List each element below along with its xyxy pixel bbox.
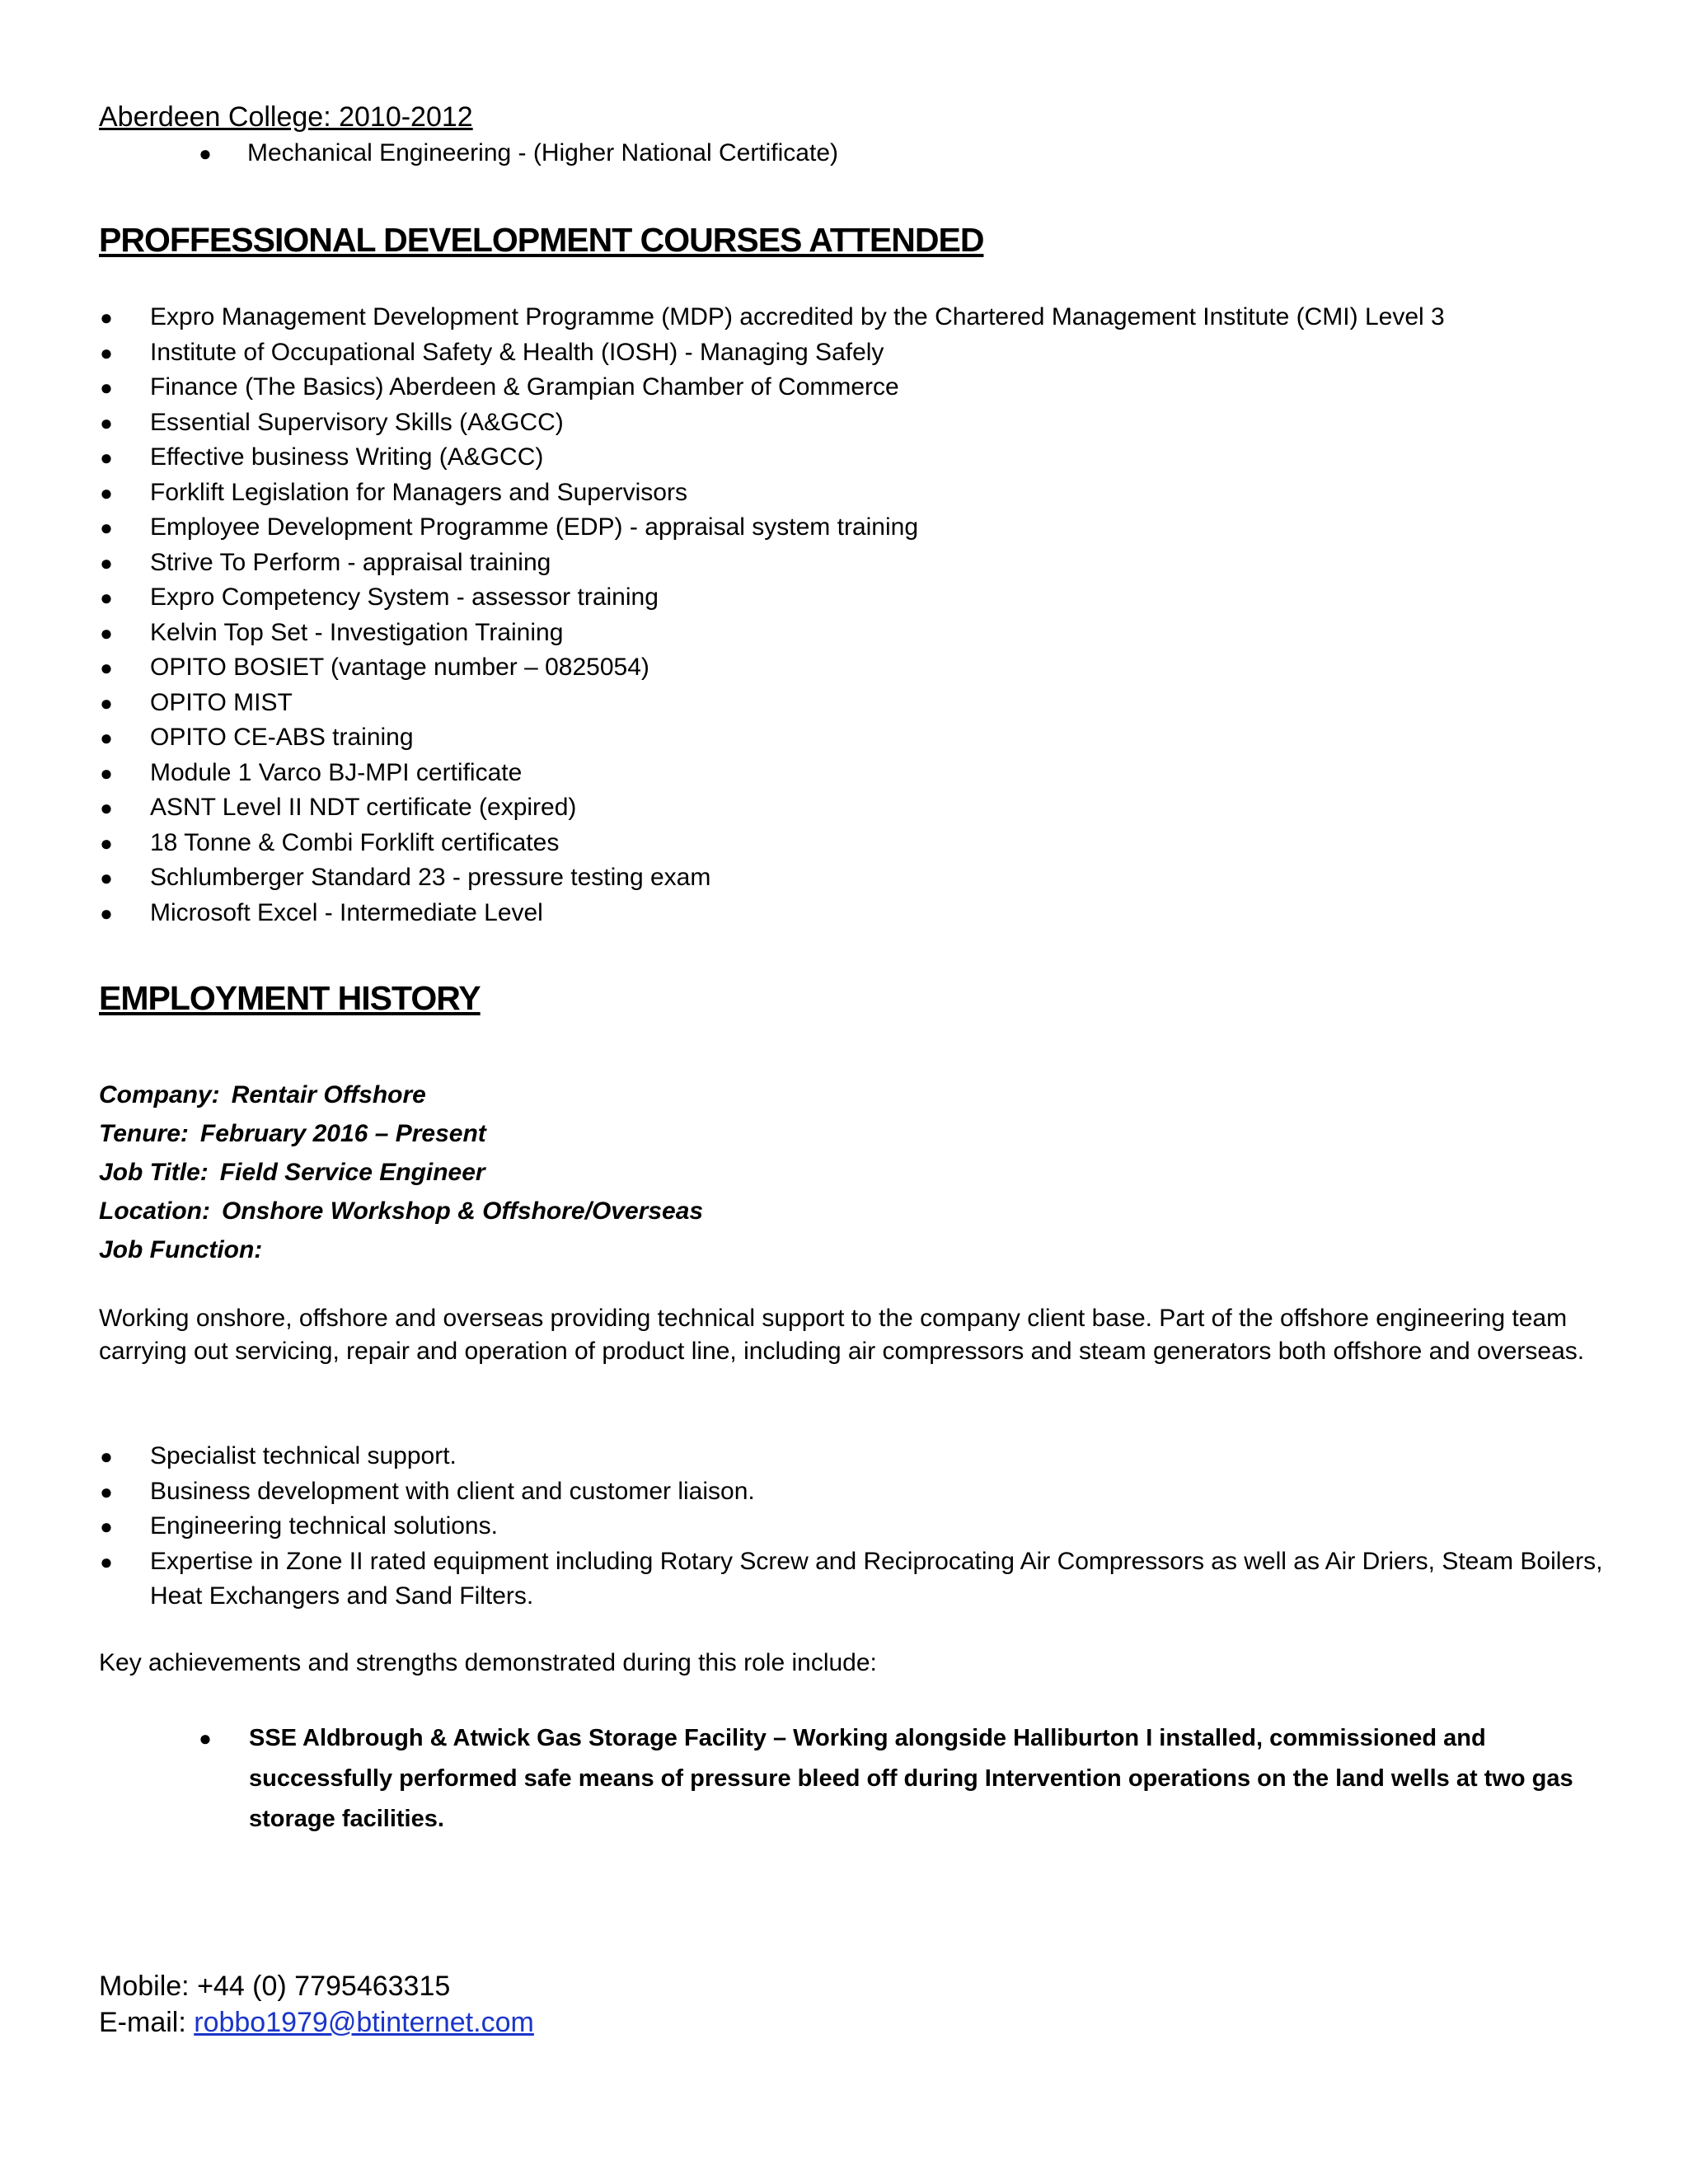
job-title-label: Job Title: [99, 1159, 209, 1186]
bullet-icon: ● [100, 515, 113, 540]
course-item: Effective business Writing (A&GCC) [150, 443, 544, 471]
list-item [99, 896, 1445, 931]
course-item: OPITO BOSIET (vantage number – 0825054) [150, 654, 649, 681]
course-item: Forklift Legislation for Managers and Supervisors [150, 478, 687, 506]
bullet-icon: ● [100, 305, 113, 330]
list-item [99, 616, 1445, 651]
employment-heading: EMPLOYMENT HISTORY [99, 979, 481, 1017]
course-item: ASNT Level II NDT certificate (expired) [150, 794, 577, 821]
bullet-icon: ● [100, 690, 113, 715]
list-item [99, 720, 1445, 756]
education-block [99, 99, 838, 171]
education-title: Aberdeen College: 2010-2012 [99, 101, 473, 133]
list-item [99, 300, 1445, 335]
list-item [99, 756, 1445, 791]
location-label: Location: [99, 1197, 210, 1225]
duty-item: Specialist technical support. [150, 1442, 457, 1469]
email-label: E-mail: [99, 2007, 186, 2038]
achievements-intro: Key achievements and strengths demonstrated during this role include: [99, 1649, 877, 1676]
list-item [99, 546, 1445, 581]
course-item: OPITO CE-ABS training [150, 724, 414, 751]
courses-heading: PROFFESSIONAL DEVELOPMENT COURSES ATTENDED [99, 221, 984, 259]
list-item [99, 1439, 1607, 1474]
mobile-label: Mobile: [99, 1971, 190, 2002]
job-title-line [99, 1153, 703, 1192]
bullet-icon: ● [100, 655, 113, 680]
course-item: OPITO MIST [150, 688, 293, 716]
course-item: Expro Competency System - assessor training [150, 583, 659, 611]
bullet-icon: ● [100, 795, 113, 820]
company-label: Company: [99, 1081, 220, 1108]
job-function-line [99, 1230, 703, 1269]
bullet-icon: ● [100, 340, 113, 365]
company-value: Rentair Offshore [231, 1081, 426, 1108]
bullet-icon: ● [100, 550, 113, 575]
list-item [99, 405, 1445, 441]
mobile-value: +44 (0) 7795463315 [197, 1971, 451, 2002]
list-item [99, 826, 1445, 861]
contact-block [99, 1968, 534, 2041]
bullet-icon: ● [100, 830, 113, 855]
list-item [99, 580, 1445, 616]
bullet-icon: ● [100, 445, 113, 470]
bullet-icon: ● [199, 141, 212, 166]
bullet-icon: ● [100, 620, 113, 645]
courses-list [99, 300, 1445, 930]
list-item [99, 1474, 1607, 1510]
course-item: Employee Development Programme (EDP) - appraisal system training [150, 513, 919, 541]
course-item: Module 1 Varco BJ-MPI certificate [150, 758, 523, 786]
bullet-icon: ● [100, 1479, 113, 1504]
location-value: Onshore Workshop & Offshore/Overseas [222, 1197, 704, 1225]
bullet-icon: ● [100, 480, 113, 505]
bullet-icon: ● [199, 1726, 212, 1750]
bullet-icon: ● [100, 760, 113, 785]
mobile-line [99, 1968, 534, 2004]
list-item [99, 1509, 1607, 1544]
list-item [99, 440, 1445, 476]
course-item: Strive To Perform - appraisal training [150, 548, 551, 576]
list-item [99, 686, 1445, 721]
tenure-label: Tenure: [99, 1120, 189, 1147]
list-item [99, 790, 1445, 826]
email-line [99, 2004, 534, 2041]
tenure-value: February 2016 – Present [199, 1120, 486, 1147]
job-description: Working onshore, offshore and overseas providing technical support to the company client base. Part of the offshore engineering team carrying out servicing, repair and operation of product line, including air compressors and steam generators both offshore and overseas. [99, 1305, 1585, 1365]
bullet-icon: ● [100, 1514, 113, 1539]
job-details [99, 1076, 703, 1269]
job-title-value: Field Service Engineer [219, 1159, 485, 1186]
list-item [99, 860, 1445, 896]
company-line [99, 1076, 703, 1114]
list-item [99, 510, 1445, 546]
bullet-icon: ● [100, 1444, 113, 1469]
job-function-label: Job Function: [99, 1236, 263, 1263]
education-list [99, 135, 838, 171]
course-item: Institute of Occupational Safety & Health (IOSH) - Managing Safely [150, 338, 884, 366]
course-item: Kelvin Top Set - Investigation Training [150, 618, 564, 646]
course-item: Microsoft Excel - Intermediate Level [150, 898, 543, 926]
bullet-icon: ● [100, 410, 113, 435]
duty-item: Expertise in Zone II rated equipment including Rotary Screw and Reciprocating Air Compressors as well as Air Driers, Steam Boilers, Heat Exchangers and Sand Filters. [150, 1547, 1603, 1610]
bullet-icon: ● [100, 375, 113, 400]
achievements-list [198, 1718, 1582, 1840]
list-item [99, 335, 1445, 371]
location-line [99, 1192, 703, 1230]
course-item: Expro Management Development Programme (MDP) accredited by the Chartered Management Institute (CMI) Level 3 [150, 303, 1445, 330]
course-item: Schlumberger Standard 23 - pressure testing exam [150, 864, 711, 891]
list-item [99, 370, 1445, 405]
education-item: Mechanical Engineering - (Higher National Certificate) [247, 139, 838, 166]
bullet-icon: ● [100, 1549, 113, 1574]
tenure-line [99, 1114, 703, 1153]
duty-item: Business development with client and customer liaison. [150, 1477, 755, 1505]
bullet-icon: ● [100, 900, 113, 926]
bullet-icon: ● [100, 725, 113, 750]
duty-item: Engineering technical solutions. [150, 1512, 498, 1540]
achievement-item: SSE Aldbrough & Atwick Gas Storage Facility – Working alongside Halliburton I installed, commissioned and successfully performed safe means of pressure bleed off during Intervention operations on the land wells at two gas storage facilities. [249, 1725, 1573, 1832]
list-item [99, 1544, 1607, 1615]
course-item: 18 Tonne & Combi Forklift certificates [150, 828, 560, 856]
list-item [99, 476, 1445, 511]
course-item: Finance (The Basics) Aberdeen & Grampian Chamber of Commerce [150, 373, 899, 401]
list-item [198, 1718, 1582, 1840]
list-item [198, 135, 838, 171]
bullet-icon: ● [100, 585, 113, 610]
duties-list [99, 1439, 1607, 1615]
email-link[interactable]: robbo1979@btinternet.com [194, 2007, 534, 2038]
course-item: Essential Supervisory Skills (A&GCC) [150, 408, 564, 436]
list-item [99, 650, 1445, 686]
bullet-icon: ● [100, 865, 113, 890]
